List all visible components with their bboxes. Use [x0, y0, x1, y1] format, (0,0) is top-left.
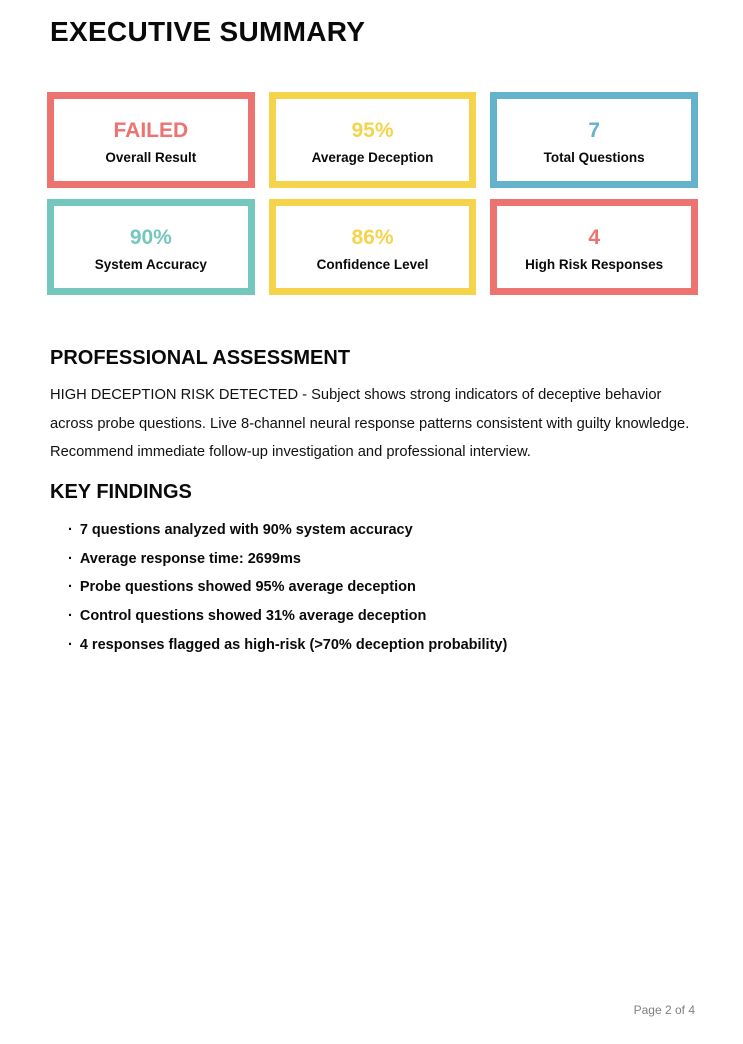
- stat-label: Average Deception: [311, 150, 434, 166]
- stat-value: 7: [588, 119, 600, 143]
- stat-value: 95%: [351, 119, 394, 143]
- stat-card-system-accuracy: [47, 199, 255, 295]
- finding-item: [68, 631, 507, 660]
- stat-card-overall-result: [47, 92, 255, 188]
- finding-text: Average response time: 2699ms: [79, 550, 301, 567]
- key-findings-list: [68, 516, 507, 660]
- stat-label: System Accuracy: [94, 257, 207, 273]
- stat-card-high-risk-responses: [490, 199, 698, 295]
- finding-item: [68, 545, 507, 574]
- stat-card-confidence-level: [269, 199, 477, 295]
- assessment-paragraph: HIGH DECEPTION RISK DETECTED - Subject shows strong indicators of deceptive behavior across probe questions. Live 8-channel neural response patterns consistent with guilty knowledge. Recommend immediate follow-up investigation and professional interview.: [50, 387, 690, 460]
- finding-item: [68, 516, 507, 545]
- stat-value: 86%: [351, 226, 394, 250]
- section-heading-key-findings: KEY FINDINGS: [50, 481, 192, 503]
- page-number: Page 2 of 4: [633, 1003, 695, 1017]
- stat-value: 90%: [129, 226, 172, 250]
- finding-item: [68, 602, 507, 631]
- bullet-marker: ·: [68, 550, 73, 567]
- stat-label: High Risk Responses: [525, 257, 664, 273]
- bullet-marker: ·: [68, 608, 73, 625]
- bullet-marker: ·: [68, 636, 73, 653]
- stat-label: Total Questions: [543, 150, 645, 166]
- stat-card-average-deception: [269, 92, 477, 188]
- finding-text: 7 questions analyzed with 90% system accuracy: [79, 522, 413, 538]
- stat-card-total-questions: [490, 92, 698, 188]
- bullet-marker: ·: [68, 522, 73, 538]
- finding-text: Control questions showed 31% average deception: [79, 608, 427, 625]
- finding-text: Probe questions showed 95% average deception: [79, 579, 416, 596]
- summary-stat-cards: [47, 92, 698, 295]
- page-title: EXECUTIVE SUMMARY: [50, 16, 366, 47]
- bullet-marker: ·: [68, 579, 73, 596]
- section-heading-professional-assessment: PROFESSIONAL ASSESSMENT: [50, 347, 351, 369]
- finding-text: 4 responses flagged as high-risk (>70% deception probability): [79, 636, 508, 653]
- stat-value: 4: [588, 226, 600, 250]
- stat-value: FAILED: [113, 119, 189, 143]
- stat-label: Confidence Level: [316, 257, 429, 273]
- stat-label: Overall Result: [105, 150, 197, 166]
- finding-item: [68, 573, 507, 602]
